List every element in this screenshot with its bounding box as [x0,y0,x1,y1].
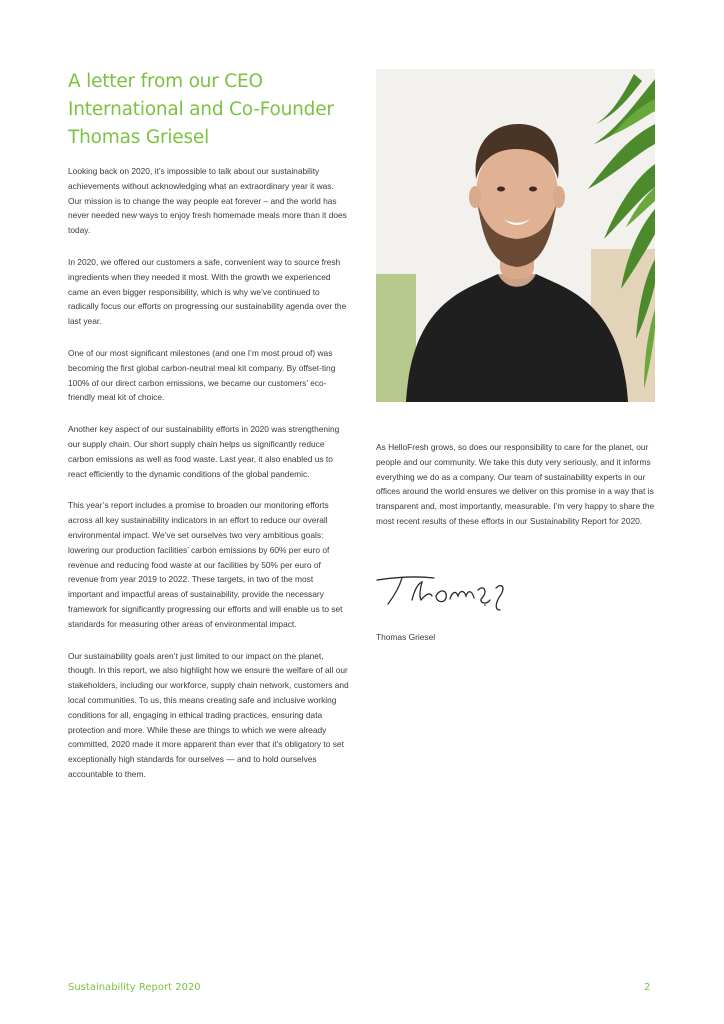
ceo-portrait-photo [376,69,655,402]
closing-paragraph: As HelloFresh grows, so does our responsibility to care for the planet, our people and our community. We take this duty very seriously, and it informs everything we do as a company. Our team of sustainability experts in our offices around the world ensures we deliver on this promise in a way that is transparent and, most importantly, measurable. I’m very happy to share the most recent results of these efforts in our Sustainability Report for 2020. [376,442,655,526]
signature-graphic [372,566,522,616]
signer-name: Thomas Griesel [376,632,436,642]
page-title [68,68,368,152]
footer-report-title: Sustainability Report 2020 [68,982,201,993]
paragraph-6: Our sustainability goals aren’t just limited to our impact on the planet, though. In this report, we also highlight how we ensure the welfare of all our stakeholders, including our workforce, supply chain network, customers and local communities. To us, this means creating safe and inclusive working conditions for all, engaging in ethical trading practices, ensuring data protection and more. While these are things to which we were already committed, 2020 made it more apparent than ever that it’s obligatory to set exceptionally high standards for ourselves — and to hold ourselves accountable to them. [68,650,349,779]
title-line-2: International and Co-Founder [68,99,334,120]
portrait-illustration [376,69,655,402]
footer-page-number: 2 [644,982,651,993]
left-column [68,164,350,799]
paragraph-4: Another key aspect of our sustainability efforts in 2020 was strengthening our supply chain. Our short supply chain helps us significantly reduce carbon emissions as well as food waste. Last year, it also enabled us to react efficiently to the dynamic conditions of the global pandemic. [68,424,340,479]
paragraph-2: In 2020, we offered our customers a safe, convenient way to source fresh ingredients when they needed it most. With the growth we experienced came an even bigger responsibility, which is why we’ve continued to radically focus our efforts on progressing our sustainability agenda over the last year. [68,256,347,327]
right-column [376,440,658,546]
title-line-1: A letter from our CEO [68,71,263,92]
title-line-3: Thomas Griesel [68,127,210,148]
paragraph-5: This year’s report includes a promise to broaden our monitoring efforts across all key sustainability indicators in an effort to reduce our overall environmental impact. We’ve set ourselves two very ambitious goals: lowering our production facilities’ carbon emissions by 60% per euro of revenue and reducing food waste at our facilities by 50% per euro of revenue from year 2019 to 2022. These targets, in two of the most important and impactful areas of sustainability, provide the necessary framework for significantly progressing our efforts and will enable us to set standards for measuring other areas of environmental impact. [68,500,343,629]
paragraph-3: One of our most significant milestones (and one I’m most proud of) was becoming the first global carbon-neutral meal kit company. By offset-ting 100% of our direct carbon emissions, we became our customers’ eco-friendly meal kit of choice. [68,347,336,403]
paragraph-1: Looking back on 2020, it’s impossible to talk about our sustainability achievements without acknowledging what an extraordinary year it was. Our mission is to change the way people eat forever – and the world has never needed new ways to enjoy fresh homemade meals more than it does today. [68,166,347,236]
handwritten-signature [372,566,522,616]
